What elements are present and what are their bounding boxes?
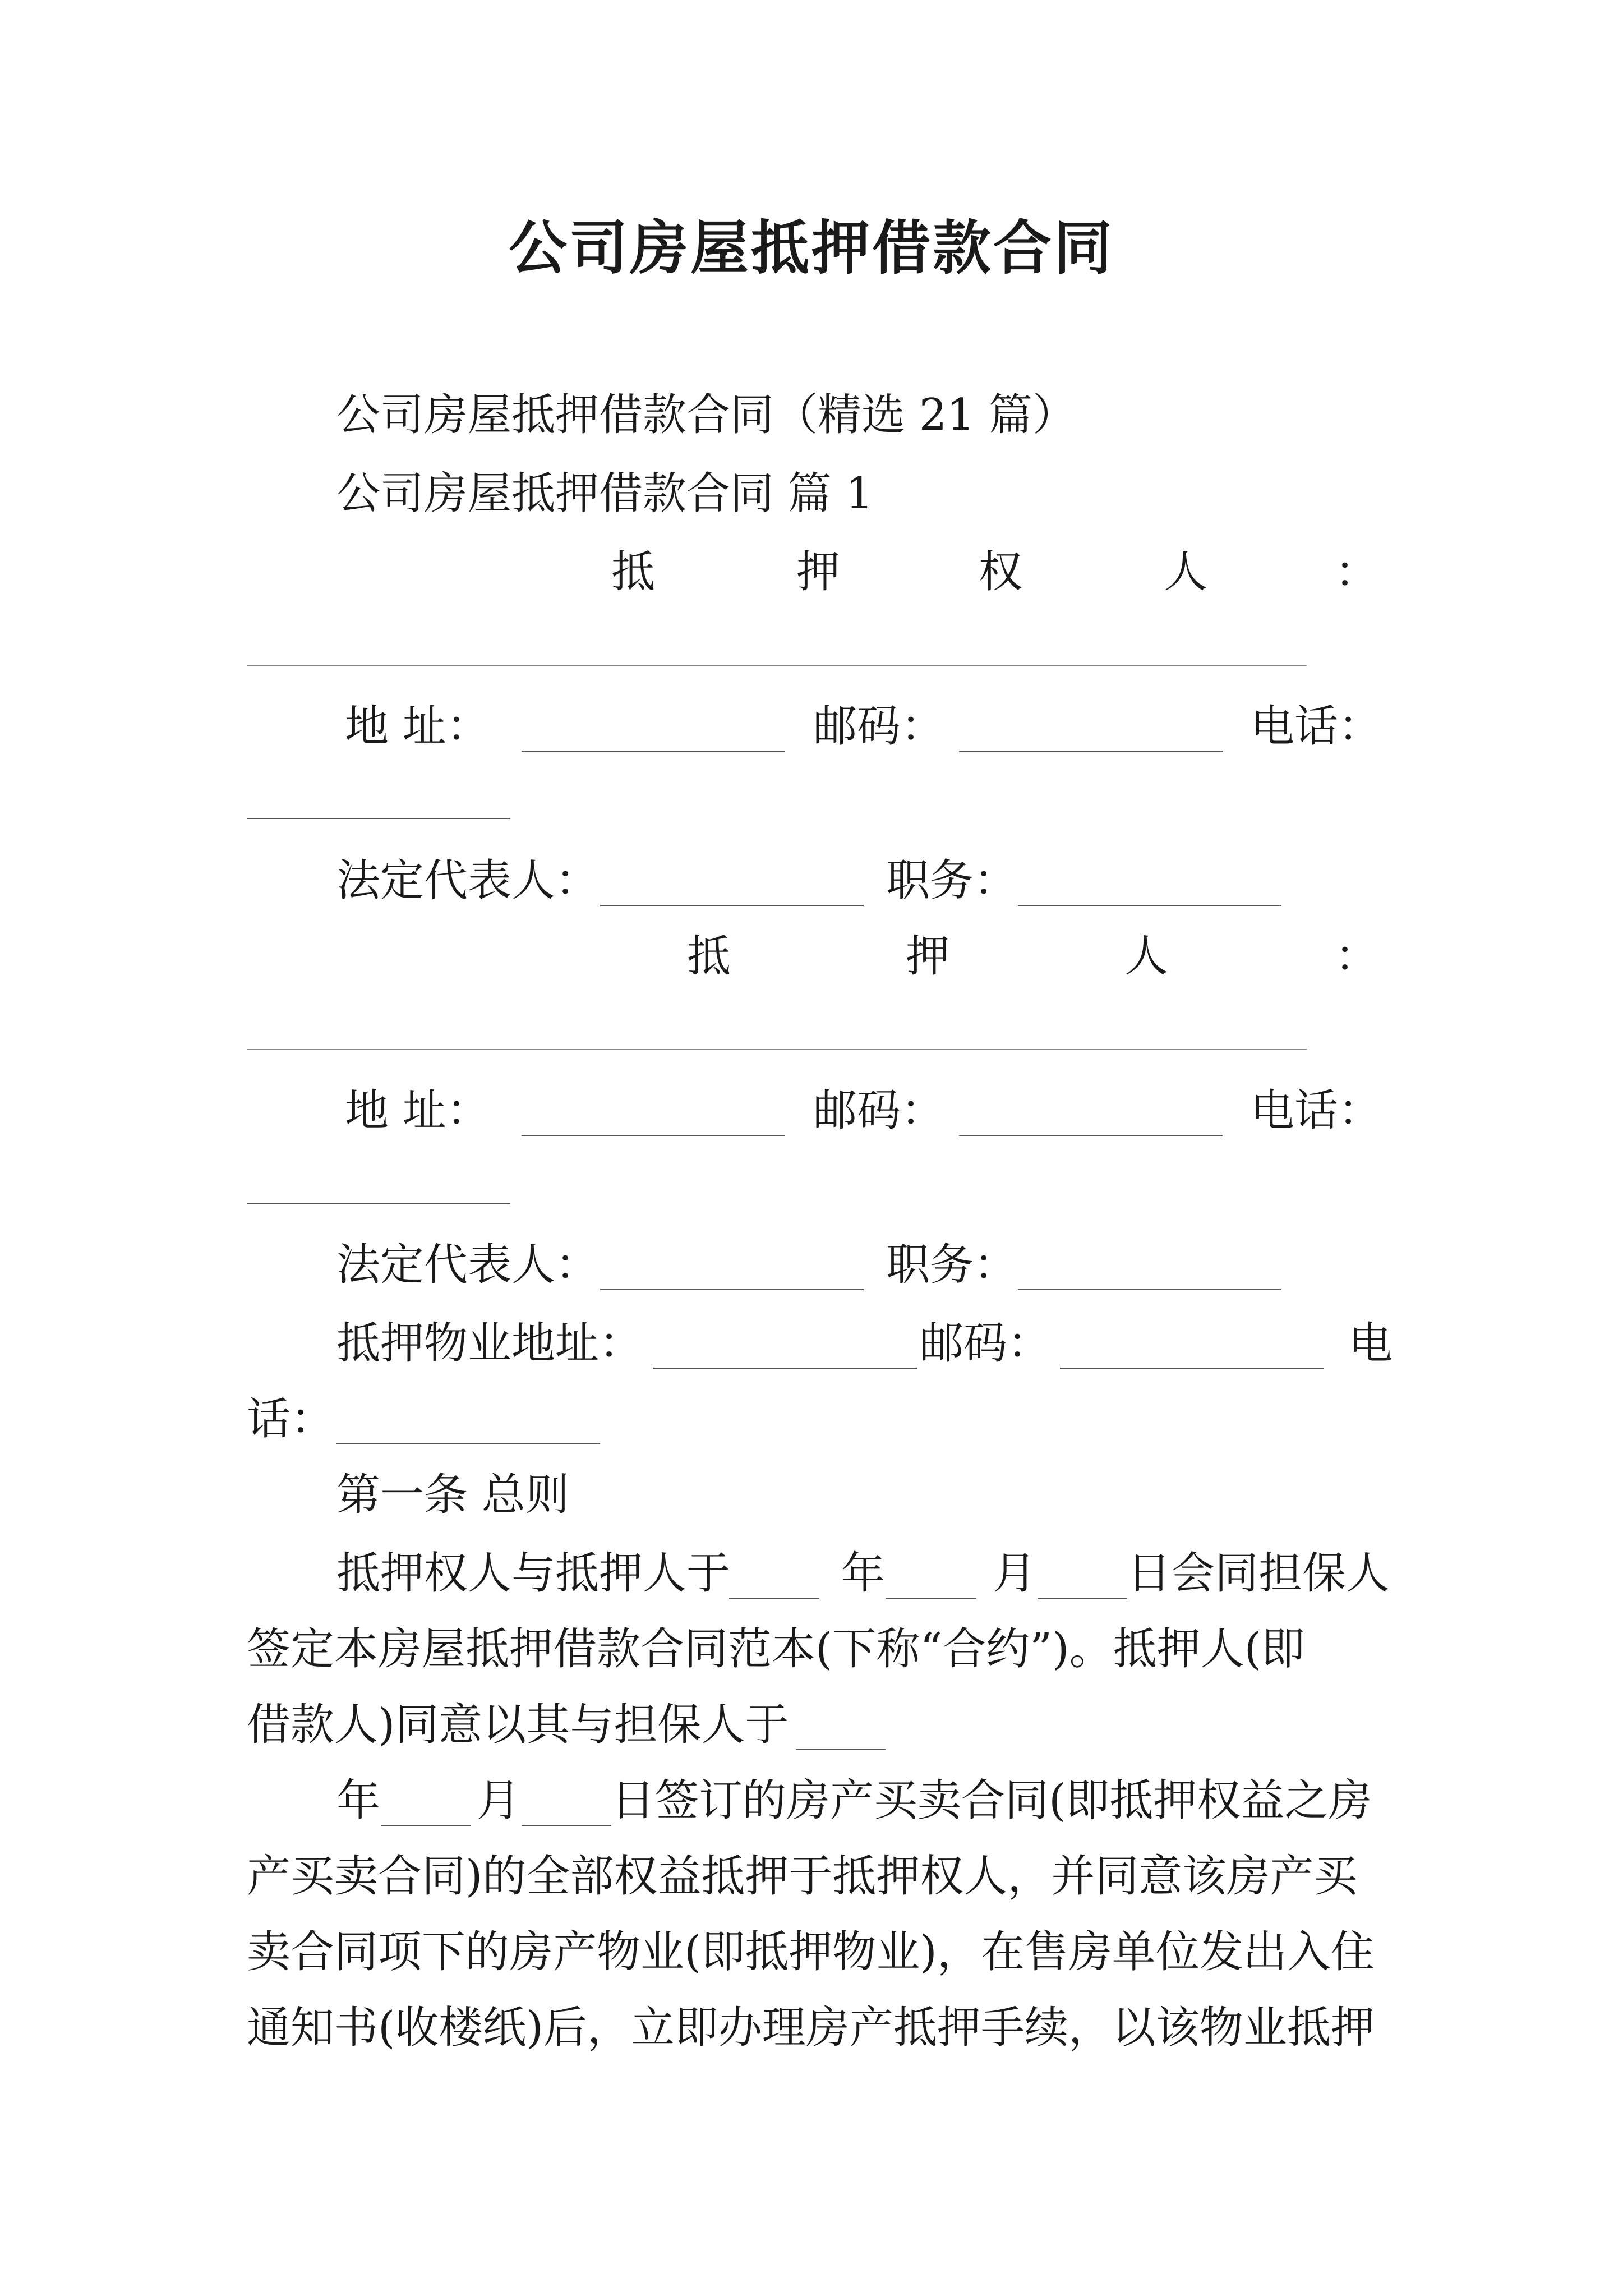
mortgagor-legal-rep-blank	[600, 1245, 864, 1290]
paragraph-1-line-1b: 日会同担保人	[1127, 1548, 1390, 1599]
mortgagee-zip-blank	[959, 707, 1223, 752]
p2-month-label: 月	[477, 1775, 521, 1826]
mortgagor-legal-rep-label: 法定代表人：	[336, 1240, 600, 1290]
p1-date-blank	[796, 1705, 886, 1750]
mortgagee-position-blank	[1018, 861, 1281, 906]
paragraph-1-line-3: 借款人)同意以其与担保人于	[247, 1700, 789, 1750]
mortgagee-tel-label: 电话：	[1251, 701, 1382, 752]
mortgagor-zip-blank	[959, 1091, 1223, 1136]
p1-year-label: 年	[841, 1548, 886, 1599]
mortgagee-address-blank	[522, 707, 785, 752]
property-address-blank	[653, 1324, 917, 1369]
mortgagee-char-5: ：	[1335, 547, 1379, 597]
document-title: 公司房屋抵押借款合同	[508, 213, 1114, 282]
mortgagee-zip-label: 邮码：	[813, 701, 945, 752]
mortgagor-address-label: 地 址：	[345, 1085, 490, 1136]
mortgagee-tel-blank	[247, 818, 510, 819]
paragraph-2-line-3: 卖合同项下的房产物业(即抵押物业)，在售房单位发出入住	[247, 1927, 1375, 1977]
mortgagor-address-blank	[522, 1091, 785, 1136]
property-address-label: 抵押物业地址：	[336, 1318, 643, 1369]
paragraph-1-line-2: 签定本房屋抵押借款合同范本(下称“合约”)。抵押人(即	[247, 1624, 1306, 1674]
mortgagee-char-4: 人	[1164, 547, 1208, 597]
section-heading: 公司房屋抵押借款合同 篇 1	[336, 468, 874, 519]
mortgagor-char-2: 押	[906, 931, 950, 982]
mortgagor-char-1: 抵	[687, 931, 731, 982]
property-zip-label: 邮码：	[920, 1318, 1052, 1369]
mortgagee-position-label: 职务：	[886, 855, 1018, 906]
mortgagor-tel-label: 电话：	[1251, 1085, 1382, 1136]
mortgagor-char-4: ：	[1335, 931, 1379, 982]
article-1-heading: 第一条 总则	[336, 1470, 569, 1520]
mortgagee-blank-line	[247, 665, 1307, 666]
property-tel-label-part1: 电	[1349, 1318, 1393, 1369]
mortgagee-char-2: 押	[796, 547, 841, 597]
p2-year-label: 年	[336, 1775, 381, 1826]
p2-month-blank	[381, 1781, 471, 1826]
mortgagor-position-blank	[1018, 1245, 1281, 1290]
mortgagee-address-label: 地 址：	[345, 701, 490, 752]
property-zip-blank	[1060, 1324, 1324, 1369]
mortgagee-char-3: 权	[979, 547, 1023, 597]
mortgagee-legal-rep-label: 法定代表人：	[336, 855, 600, 906]
property-tel-label-part2: 话：	[247, 1394, 335, 1444]
p1-month-label: 月	[993, 1548, 1037, 1599]
mortgagee-char-1: 抵	[611, 547, 656, 597]
p1-month-blank	[886, 1554, 976, 1599]
mortgagor-position-label: 职务：	[886, 1240, 1018, 1290]
mortgagor-tel-blank	[247, 1203, 510, 1204]
subtitle: 公司房屋抵押借款合同（精选 21 篇）	[336, 390, 1076, 440]
paragraph-2-line-2: 产买卖合同)的全部权益抵押于抵押权人，并同意该房产买	[247, 1851, 1358, 1902]
paragraph-1-line-1a: 抵押权人与抵押人于	[336, 1548, 731, 1599]
paragraph-2-line-1: 日签订的房产买卖合同(即抵押权益之房	[611, 1775, 1372, 1826]
mortgagor-blank-line	[247, 1049, 1307, 1050]
p1-day-blank	[1038, 1554, 1127, 1599]
mortgagor-zip-label: 邮码：	[813, 1085, 945, 1136]
mortgagee-legal-rep-blank	[600, 861, 864, 906]
p2-day-blank	[522, 1781, 611, 1826]
paragraph-2-line-4: 通知书(收楼纸)后，立即办理房产抵押手续，以该物业抵押	[247, 2003, 1375, 2053]
mortgagor-char-3: 人	[1124, 931, 1169, 982]
p1-year-blank	[729, 1554, 819, 1599]
property-tel-blank	[336, 1400, 600, 1444]
